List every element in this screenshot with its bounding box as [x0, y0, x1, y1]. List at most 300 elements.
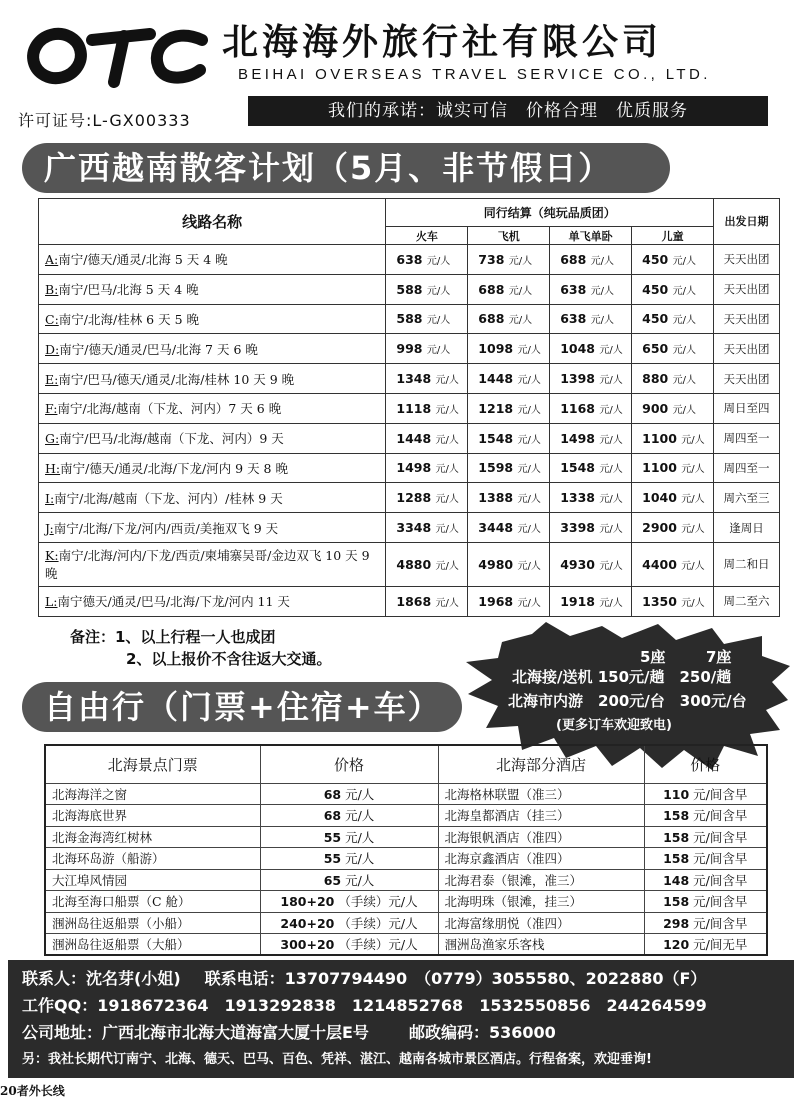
route-name	[39, 274, 386, 304]
route-price	[386, 364, 468, 394]
notes	[70, 626, 331, 670]
route-name-text: 南宁/北海/越南（下龙、河内）7 天 6 晚	[57, 401, 282, 417]
route-price	[386, 334, 468, 364]
hotel-name: 北海明珠（银滩，挂三）	[438, 891, 644, 913]
price-value: 1968	[478, 593, 514, 609]
settlement-header: 同行结算（纯玩品质团）	[386, 199, 714, 227]
price-unit: 元/人	[508, 315, 533, 327]
price-value: 3448	[478, 520, 514, 536]
route-name	[39, 423, 386, 453]
license-number: 许可证号:L-GX00333	[18, 111, 191, 130]
free-row	[45, 934, 767, 956]
price-value: 1098	[478, 341, 514, 357]
price-unit: 元/人	[508, 255, 533, 267]
price-value: 2900	[642, 520, 677, 536]
route-row	[39, 483, 780, 513]
route-price	[550, 453, 632, 483]
hotel-name: 北海京鑫酒店（准四）	[438, 848, 644, 870]
hotel-price-unit: 元/间含早	[693, 894, 748, 910]
free-row	[45, 869, 767, 891]
route-price	[386, 453, 468, 483]
contact-line-1	[22, 966, 706, 989]
route-name	[39, 586, 386, 616]
hotel-name: 涠洲岛渔家乐客栈	[438, 934, 644, 956]
price-unit: 元/人	[435, 375, 459, 387]
route-name	[39, 453, 386, 483]
route-code: D:	[45, 341, 60, 357]
route-name	[39, 513, 386, 543]
price-unit: 元/人	[435, 464, 459, 476]
price-value: 1398	[560, 371, 596, 387]
price-value: 638	[560, 311, 587, 327]
company-name-en: BEIHAI OVERSEAS TRAVEL SERVICE CO., LTD.	[238, 66, 711, 83]
extra-service-note: 另：我社长期代订南宁、北海、德天、巴马、百色、凭祥、湛江、越南各城市景区酒店。行程备案，欢迎垂询!	[22, 1052, 652, 1067]
hotel-price-value: 298	[663, 915, 690, 931]
departure-date: 天天出团	[714, 364, 780, 394]
ticket-price-value: 55	[323, 851, 342, 867]
price-value: 1338	[560, 490, 596, 506]
ticket-price	[260, 869, 438, 891]
price-value: 4980	[478, 556, 514, 572]
ticket-price-value: 65	[323, 872, 342, 888]
free-row	[45, 912, 767, 934]
hotel-price-unit: 元/间含早	[693, 872, 748, 888]
ticket-price-header: 价格	[260, 745, 438, 783]
route-price	[550, 393, 632, 423]
price-unit: 元/人	[672, 345, 696, 357]
hotel-price	[644, 912, 767, 934]
route-name-text: 南宁/北海/越南（下龙、河内）/桂林 9 天	[54, 490, 283, 506]
route-code: C:	[45, 311, 59, 327]
route-name	[39, 393, 386, 423]
route-price	[468, 274, 550, 304]
price-unit: 元/人	[599, 560, 623, 572]
free-row	[45, 783, 767, 805]
price-value: 1288	[396, 490, 432, 506]
price-unit: 元/人	[517, 597, 541, 609]
hotel-price	[644, 826, 767, 848]
ticket-name: 涠洲岛往返船票（大船）	[45, 934, 260, 956]
train-header: 火车	[386, 227, 468, 245]
ticket-price-unit: （手续）元/人	[338, 915, 418, 931]
route-price	[468, 483, 550, 513]
hotel-price-unit: 元/间含早	[693, 829, 748, 845]
ticket-name: 涠洲岛往返船票（小船）	[45, 912, 260, 934]
price-value: 450	[642, 251, 669, 267]
route-price	[550, 364, 632, 394]
hotel-price	[644, 805, 767, 827]
hotel-price	[644, 934, 767, 956]
otc-logo	[22, 18, 212, 88]
route-name-text: 南宁/巴马/德天/通灵/北海/桂林 10 天 9 晚	[58, 371, 295, 387]
hotel-name: 北海格林联盟（准三）	[438, 783, 644, 805]
price-unit: 元/人	[672, 375, 696, 387]
ticket-price-value: 68	[323, 808, 342, 824]
ticket-price-unit: 元/人	[345, 786, 375, 802]
ticket-name: 北海海底世界	[45, 805, 260, 827]
route-row	[39, 393, 780, 423]
departure-date: 天天出团	[714, 274, 780, 304]
route-price	[386, 423, 468, 453]
route-price	[386, 586, 468, 616]
hotel-price-unit: 元/间含早	[693, 851, 748, 867]
route-price	[468, 304, 550, 334]
price-value: 4930	[560, 556, 596, 572]
price-unit: 元/人	[435, 494, 459, 506]
route-price	[550, 586, 632, 616]
price-value: 1040	[642, 490, 677, 506]
route-name	[39, 542, 386, 586]
route-code: K:	[45, 548, 59, 564]
price-unit: 元/人	[426, 315, 451, 327]
ticket-name: 北海至海口船票（C 舱）	[45, 891, 260, 913]
free-table-body	[45, 783, 767, 955]
price-value: 880	[642, 371, 669, 387]
hotel-price-value: 110	[663, 786, 690, 802]
route-name	[39, 483, 386, 513]
ticket-price	[260, 891, 438, 913]
route-row	[39, 304, 780, 334]
route-code: A:	[45, 252, 59, 268]
departure-date: 天天出团	[714, 245, 780, 275]
ticket-price	[260, 783, 438, 805]
route-price	[550, 274, 632, 304]
hotel-name: 北海银帆酒店（准四）	[438, 826, 644, 848]
seat-5-label: 5座	[640, 648, 666, 666]
price-unit: 元/人	[599, 375, 623, 387]
price-value: 1348	[396, 371, 432, 387]
city-tour-price: 北海市内游 200元/台 300元/台	[508, 692, 747, 710]
price-unit: 元/人	[599, 597, 623, 609]
airport-transfer-price: 北海接/送机 150元/趟 250/趟	[512, 668, 732, 686]
price-unit: 元/人	[517, 524, 541, 536]
route-price	[632, 393, 714, 423]
route-price	[632, 274, 714, 304]
route-price	[468, 453, 550, 483]
route-code: I:	[45, 490, 55, 506]
route-code: J:	[45, 520, 54, 536]
price-unit: 元/人	[599, 345, 623, 357]
price-unit: 元/人	[681, 494, 705, 506]
hotel-price-value: 158	[663, 894, 690, 910]
hotel-name: 北海君泰（银滩，准三）	[438, 869, 644, 891]
price-value: 1448	[478, 371, 514, 387]
route-price-table	[38, 198, 780, 617]
price-value: 4880	[396, 556, 432, 572]
ticket-name: 北海环岛游（船游）	[45, 848, 260, 870]
price-value: 1048	[560, 341, 596, 357]
tickets-header: 北海景点门票	[45, 745, 260, 783]
price-unit: 元/人	[426, 255, 451, 267]
note-1: 备注：1、以上行程一人也成团	[70, 628, 276, 646]
route-price	[632, 542, 714, 586]
ticket-price-unit: （手续）元/人	[338, 894, 418, 910]
route-name-text: 南宁/北海/桂林 6 天 5 晚	[58, 311, 200, 327]
ticket-name: 北海金海湾红树林	[45, 826, 260, 848]
price-unit: 元/人	[517, 494, 541, 506]
route-price	[632, 245, 714, 275]
price-unit: 元/人	[681, 560, 705, 572]
free-row	[45, 848, 767, 870]
price-value: 588	[396, 281, 423, 297]
ticket-name: 北海海洋之窗	[45, 783, 260, 805]
route-price	[468, 334, 550, 364]
price-value: 1100	[642, 460, 677, 476]
ticket-price	[260, 848, 438, 870]
child-header: 儿童	[632, 227, 714, 245]
route-row	[39, 453, 780, 483]
price-value: 1548	[560, 460, 596, 476]
company-name-cn: 北海海外旅行社有限公司	[222, 21, 663, 63]
hotel-price-value: 158	[663, 851, 690, 867]
ticket-price-unit: （手续）元/人	[338, 937, 418, 952]
route-name-text: 南宁/德天/通灵/北海/下龙/河内 9 天 8 晚	[60, 460, 288, 476]
ticket-price-unit: 元/人	[345, 829, 375, 845]
route-price	[468, 586, 550, 616]
route-price	[550, 304, 632, 334]
single-flight-header: 单飞单卧	[550, 227, 632, 245]
departure-date: 周四至一	[714, 423, 780, 453]
hotel-price-unit: 元/间含早	[693, 786, 748, 802]
price-value: 688	[560, 251, 587, 267]
header	[0, 0, 800, 130]
route-price	[632, 483, 714, 513]
price-unit: 元/人	[590, 315, 615, 327]
route-price	[386, 542, 468, 586]
route-name-text: 南宁/北海/河内/下龙/西贡/柬埔寨吴哥/金边双飞 10 天 9 晚	[45, 548, 370, 582]
ticket-price-unit: 元/人	[345, 851, 375, 867]
hotel-price	[644, 869, 767, 891]
route-price	[632, 453, 714, 483]
price-unit: 元/人	[517, 434, 541, 446]
departure-date: 逢周日	[714, 513, 780, 543]
price-value: 1350	[642, 593, 677, 609]
route-name-text: 南宁德天/通灵/巴马/北海/下龙/河内 11 天	[57, 594, 290, 610]
price-unit: 元/人	[517, 375, 541, 387]
price-unit: 元/人	[517, 464, 541, 476]
route-row	[39, 364, 780, 394]
free-row	[45, 805, 767, 827]
route-price	[468, 364, 550, 394]
hotel-price-value: 120	[663, 937, 690, 952]
price-unit: 元/人	[681, 434, 705, 446]
price-value: 638	[560, 281, 587, 297]
price-unit: 元/人	[672, 315, 696, 327]
seat-7-label: 7座	[706, 648, 732, 666]
price-unit: 元/人	[508, 285, 533, 297]
ticket-price-unit: 元/人	[345, 808, 375, 824]
price-unit: 元/人	[672, 404, 696, 416]
price-value: 650	[642, 341, 669, 357]
price-value: 1868	[396, 593, 432, 609]
price-unit: 元/人	[517, 560, 541, 572]
price-unit: 元/人	[681, 524, 705, 536]
route-price	[632, 364, 714, 394]
price-unit: 元/人	[426, 345, 451, 357]
route-name-header: 线路名称	[39, 199, 386, 245]
price-value: 638	[396, 251, 423, 267]
contact-phone: 联系电话：13707794490 （0779）3055580、2022880（F）	[204, 969, 707, 988]
price-unit: 元/人	[517, 345, 541, 357]
route-name	[39, 304, 386, 334]
work-qq: 工作QQ：1918672364 1913292838 1214852768 1532550856 244264599	[22, 996, 707, 1015]
departure-date: 周四至一	[714, 453, 780, 483]
price-unit: 元/人	[435, 524, 459, 536]
price-value: 1168	[560, 400, 596, 416]
contact-bar	[8, 960, 794, 1078]
route-price	[468, 393, 550, 423]
price-unit: 元/人	[590, 285, 615, 297]
route-price	[632, 586, 714, 616]
promise-bar: 我们的承诺：诚实可信 价格合理 优质服务	[248, 96, 768, 126]
plan-title-banner: 广西越南散客计划（5月、非节假日）	[22, 143, 670, 193]
hotel-price-value: 148	[663, 872, 690, 888]
price-value: 1118	[396, 400, 432, 416]
price-unit: 元/人	[435, 560, 459, 572]
price-unit: 元/人	[599, 434, 623, 446]
hotel-name: 北海皇都酒店（挂三）	[438, 805, 644, 827]
price-value: 1498	[396, 460, 432, 476]
ticket-price-unit: 元/人	[345, 872, 375, 888]
note-2: 2、以上报价不含往返大交通。	[126, 650, 332, 668]
route-code: F:	[45, 401, 58, 417]
free-travel-table	[44, 744, 768, 956]
route-price	[550, 513, 632, 543]
route-name-text: 南宁/巴马/北海 5 天 4 晚	[58, 282, 199, 298]
price-value: 450	[642, 311, 669, 327]
price-value: 1498	[560, 430, 596, 446]
price-value: 4400	[642, 556, 677, 572]
ticket-price-value: 55	[323, 829, 342, 845]
price-value: 1388	[478, 490, 514, 506]
departure-date: 天天出团	[714, 304, 780, 334]
more-cars-note: (更多订车欢迎致电)	[556, 718, 672, 733]
departure-date-header: 出发日期	[714, 199, 780, 245]
contact-person: 联系人：沈名芽(小姐)	[22, 969, 181, 988]
price-unit: 元/人	[599, 524, 623, 536]
route-row	[39, 334, 780, 364]
postcode: 邮政编码：536000	[408, 1023, 556, 1042]
hotels-header: 北海部分酒店	[438, 745, 644, 783]
route-price	[550, 542, 632, 586]
price-value: 1598	[478, 460, 514, 476]
route-price	[386, 274, 468, 304]
hotel-price	[644, 891, 767, 913]
price-value: 588	[396, 311, 423, 327]
price-value: 1918	[560, 593, 596, 609]
departure-date: 天天出团	[714, 334, 780, 364]
price-unit: 元/人	[435, 404, 459, 416]
price-unit: 元/人	[681, 597, 705, 609]
hotel-price-unit: 元/间无早	[693, 937, 748, 952]
route-price	[386, 393, 468, 423]
hotel-price-header: 价格	[644, 745, 767, 783]
price-unit: 元/人	[672, 285, 696, 297]
route-price	[632, 304, 714, 334]
price-value: 688	[478, 311, 505, 327]
price-unit: 元/人	[599, 404, 623, 416]
ticket-price	[260, 934, 438, 956]
free-travel-banner: 自由行（门票+住宿+车）	[22, 682, 462, 732]
price-value: 1548	[478, 430, 514, 446]
price-unit: 元/人	[599, 494, 623, 506]
route-price	[550, 483, 632, 513]
route-row	[39, 513, 780, 543]
price-unit: 元/人	[517, 404, 541, 416]
ticket-price	[260, 805, 438, 827]
ticket-price-value: 300+20	[280, 937, 335, 952]
route-code: L:	[45, 594, 58, 610]
departure-date: 周日至四	[714, 393, 780, 423]
route-row	[39, 423, 780, 453]
free-row	[45, 891, 767, 913]
price-value: 998	[396, 341, 423, 357]
route-price	[632, 423, 714, 453]
price-value: 1448	[396, 430, 432, 446]
route-price	[550, 334, 632, 364]
route-price	[468, 542, 550, 586]
ticket-price-value: 180+20	[280, 894, 335, 910]
page-footer: 20者外长线	[0, 1084, 65, 1098]
ticket-price	[260, 826, 438, 848]
departure-date: 周二至六	[714, 586, 780, 616]
route-code: B:	[45, 282, 59, 298]
route-row	[39, 586, 780, 616]
route-price	[550, 245, 632, 275]
ticket-name: 大江埠风情园	[45, 869, 260, 891]
route-row	[39, 245, 780, 275]
hotel-price-unit: 元/间含早	[693, 808, 748, 824]
company-address: 公司地址：广西北海市北海大道海富大厦十层E号	[22, 1023, 369, 1042]
hotel-price	[644, 848, 767, 870]
contact-line-3	[22, 1020, 556, 1043]
route-table-body	[39, 245, 780, 617]
route-code: H:	[45, 460, 61, 476]
route-code: E:	[45, 371, 59, 387]
price-unit: 元/人	[672, 255, 696, 267]
route-price	[386, 513, 468, 543]
plane-header: 飞机	[468, 227, 550, 245]
hotel-price-value: 158	[663, 808, 690, 824]
route-price	[632, 513, 714, 543]
price-value: 900	[642, 400, 669, 416]
route-name-text: 南宁/德天/通灵/北海 5 天 4 晚	[58, 252, 228, 268]
route-price	[386, 245, 468, 275]
ticket-price	[260, 912, 438, 934]
route-price	[386, 483, 468, 513]
route-name	[39, 245, 386, 275]
route-price	[632, 334, 714, 364]
price-unit: 元/人	[599, 464, 623, 476]
hotel-price	[644, 783, 767, 805]
route-name-text: 南宁/德天/通灵/巴马/北海 7 天 6 晚	[59, 341, 258, 357]
price-value: 688	[478, 281, 505, 297]
price-unit: 元/人	[681, 464, 705, 476]
price-unit: 元/人	[590, 255, 615, 267]
route-price	[550, 423, 632, 453]
price-value: 450	[642, 281, 669, 297]
route-row	[39, 274, 780, 304]
route-price	[468, 513, 550, 543]
ticket-price-value: 68	[323, 786, 342, 802]
hotel-price-unit: 元/间含早	[693, 915, 748, 931]
route-name	[39, 334, 386, 364]
free-row	[45, 826, 767, 848]
ticket-price-value: 240+20	[280, 915, 335, 931]
route-name	[39, 364, 386, 394]
route-price	[386, 304, 468, 334]
price-value: 1100	[642, 430, 677, 446]
